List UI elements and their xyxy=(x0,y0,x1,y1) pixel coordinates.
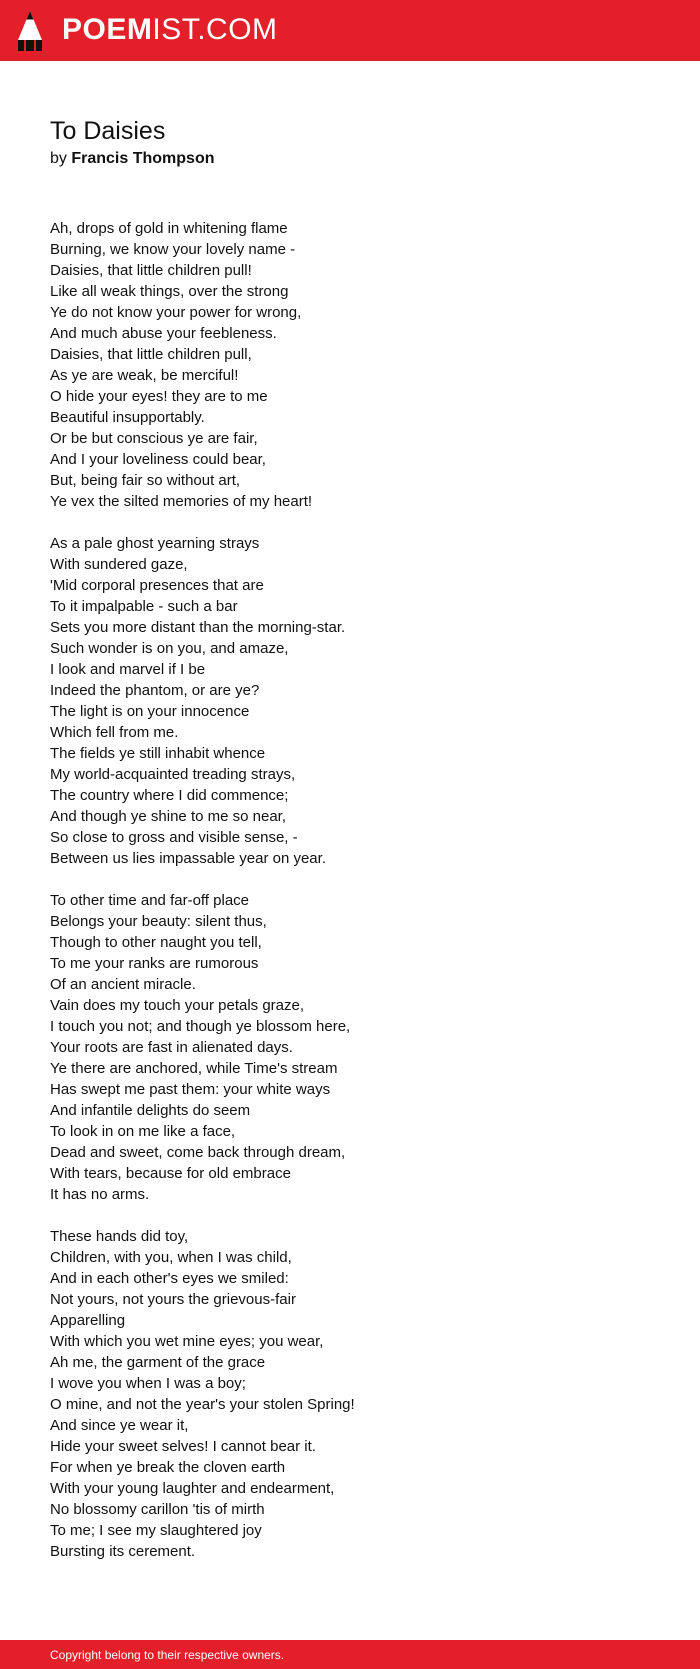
poem-line: Bursting its cerement. xyxy=(50,1543,196,1560)
poem-line: And infantile delights do seem xyxy=(50,1102,251,1119)
poem-line: It has no arms. xyxy=(50,1186,150,1203)
poem-line: But, being fair so without art, xyxy=(50,472,241,489)
copyright-text: Copyright belong to their respective owners. xyxy=(50,1648,285,1662)
poem-line: With your young laughter and endearment, xyxy=(50,1480,335,1497)
poem-line: Ah, drops of gold in whitening flame xyxy=(50,220,288,237)
by-prefix: by xyxy=(50,150,67,167)
poem-line: Like all weak things, over the strong xyxy=(50,283,289,300)
poem-title: To Daisies xyxy=(50,117,166,145)
site-footer xyxy=(0,1640,700,1669)
poem-line: These hands did toy, xyxy=(50,1228,189,1245)
poem-line: Such wonder is on you, and amaze, xyxy=(50,640,289,657)
poem-line: To it impalpable - such a bar xyxy=(50,598,238,615)
poem-line: O hide your eyes! they are to me xyxy=(50,388,268,405)
poem-line: Hide your sweet selves! I cannot bear it. xyxy=(50,1438,316,1455)
poem-line: With which you wet mine eyes; you wear, xyxy=(50,1333,324,1350)
poem-line: To me; I see my slaughtered joy xyxy=(50,1522,262,1539)
poem-line: And I your loveliness could bear, xyxy=(50,451,266,468)
poem-line: The fields ye still inhabit whence xyxy=(50,745,266,762)
poem-line: To me your ranks are rumorous xyxy=(50,955,259,972)
poem-line: Of an ancient miracle. xyxy=(50,976,196,993)
poem-line: Ye there are anchored, while Time's stream xyxy=(50,1060,338,1077)
poem-line: Vain does my touch your petals graze, xyxy=(50,997,305,1014)
poem-line: Or be but conscious ye are fair, xyxy=(50,430,258,447)
poem-line: Your roots are fast in alienated days. xyxy=(50,1039,293,1056)
poem-line: Beautiful insupportably. xyxy=(50,409,205,426)
poem-line: To look in on me like a face, xyxy=(50,1123,236,1140)
poem-line: Between us lies impassable year on year. xyxy=(50,850,326,867)
poem-line: No blossomy carillon 'tis of mirth xyxy=(50,1501,265,1518)
poem-line: Daisies, that little children pull! xyxy=(50,262,252,279)
poem-line: Ah me, the garment of the grace xyxy=(50,1354,266,1371)
poem-line: With sundered gaze, xyxy=(50,556,188,573)
poem-line: As a pale ghost yearning strays xyxy=(50,535,260,552)
poem-line: With tears, because for old embrace xyxy=(50,1165,291,1182)
poem-body xyxy=(50,218,650,1583)
pencil-tip-icon[interactable] xyxy=(17,10,43,52)
poem-line: Not yours, not yours the grievous-fair xyxy=(50,1291,296,1308)
logo-light-text: IST.COM xyxy=(152,13,278,46)
poem-line: Belongs your beauty: silent thus, xyxy=(50,913,267,930)
poem-line: My world-acquainted treading strays, xyxy=(50,766,296,783)
poem-line: Indeed the phantom, or are ye? xyxy=(50,682,260,699)
poem-line: I wove you when I was a boy; xyxy=(50,1375,246,1392)
poem-line: The country where I did commence; xyxy=(50,787,289,804)
poem-stanza xyxy=(50,533,650,869)
poem-line: For when ye break the cloven earth xyxy=(50,1459,286,1476)
site-header xyxy=(0,0,700,61)
poem-line: The light is on your innocence xyxy=(50,703,250,720)
poem-line: And though ye shine to me so near, xyxy=(50,808,286,825)
poem-line: I look and marvel if I be xyxy=(50,661,206,678)
poem-line: So close to gross and visible sense, - xyxy=(50,829,298,846)
poem-line: To other time and far-off place xyxy=(50,892,249,909)
poem-line: Which fell from me. xyxy=(50,724,179,741)
poem-line: Ye vex the silted memories of my heart! xyxy=(50,493,313,510)
poem-line: And much abuse your feebleness. xyxy=(50,325,277,342)
poem-line: And since ye wear it, xyxy=(50,1417,189,1434)
byline xyxy=(50,149,214,169)
poem-line: 'Mid corporal presences that are xyxy=(50,577,264,594)
author-name: Francis Thompson xyxy=(71,150,215,167)
poem-line: Has swept me past them: your white ways xyxy=(50,1081,331,1098)
poem-line: Sets you more distant than the morning-star. xyxy=(50,619,346,636)
poem-line: Burning, we know your lovely name - xyxy=(50,241,296,258)
poem-line: As ye are weak, be merciful! xyxy=(50,367,239,384)
poem-line: Though to other naught you tell, xyxy=(50,934,262,951)
poem-stanza xyxy=(50,890,650,1205)
poem-line: I touch you not; and though ye blossom here, xyxy=(50,1018,351,1035)
poem-line: O mine, and not the year's your stolen Spring! xyxy=(50,1396,355,1413)
poem-stanza xyxy=(50,1226,650,1562)
site-logo[interactable] xyxy=(62,12,278,48)
poem-line: Ye do not know your power for wrong, xyxy=(50,304,302,321)
logo-bold-text: POEM xyxy=(62,13,153,46)
poem-line: Daisies, that little children pull, xyxy=(50,346,252,363)
poem-line: Children, with you, when I was child, xyxy=(50,1249,292,1266)
poem-line: And in each other's eyes we smiled: xyxy=(50,1270,289,1287)
poem-line: Dead and sweet, come back through dream, xyxy=(50,1144,346,1161)
poem-line: Apparelling xyxy=(50,1312,126,1329)
poem-stanza xyxy=(50,218,650,512)
